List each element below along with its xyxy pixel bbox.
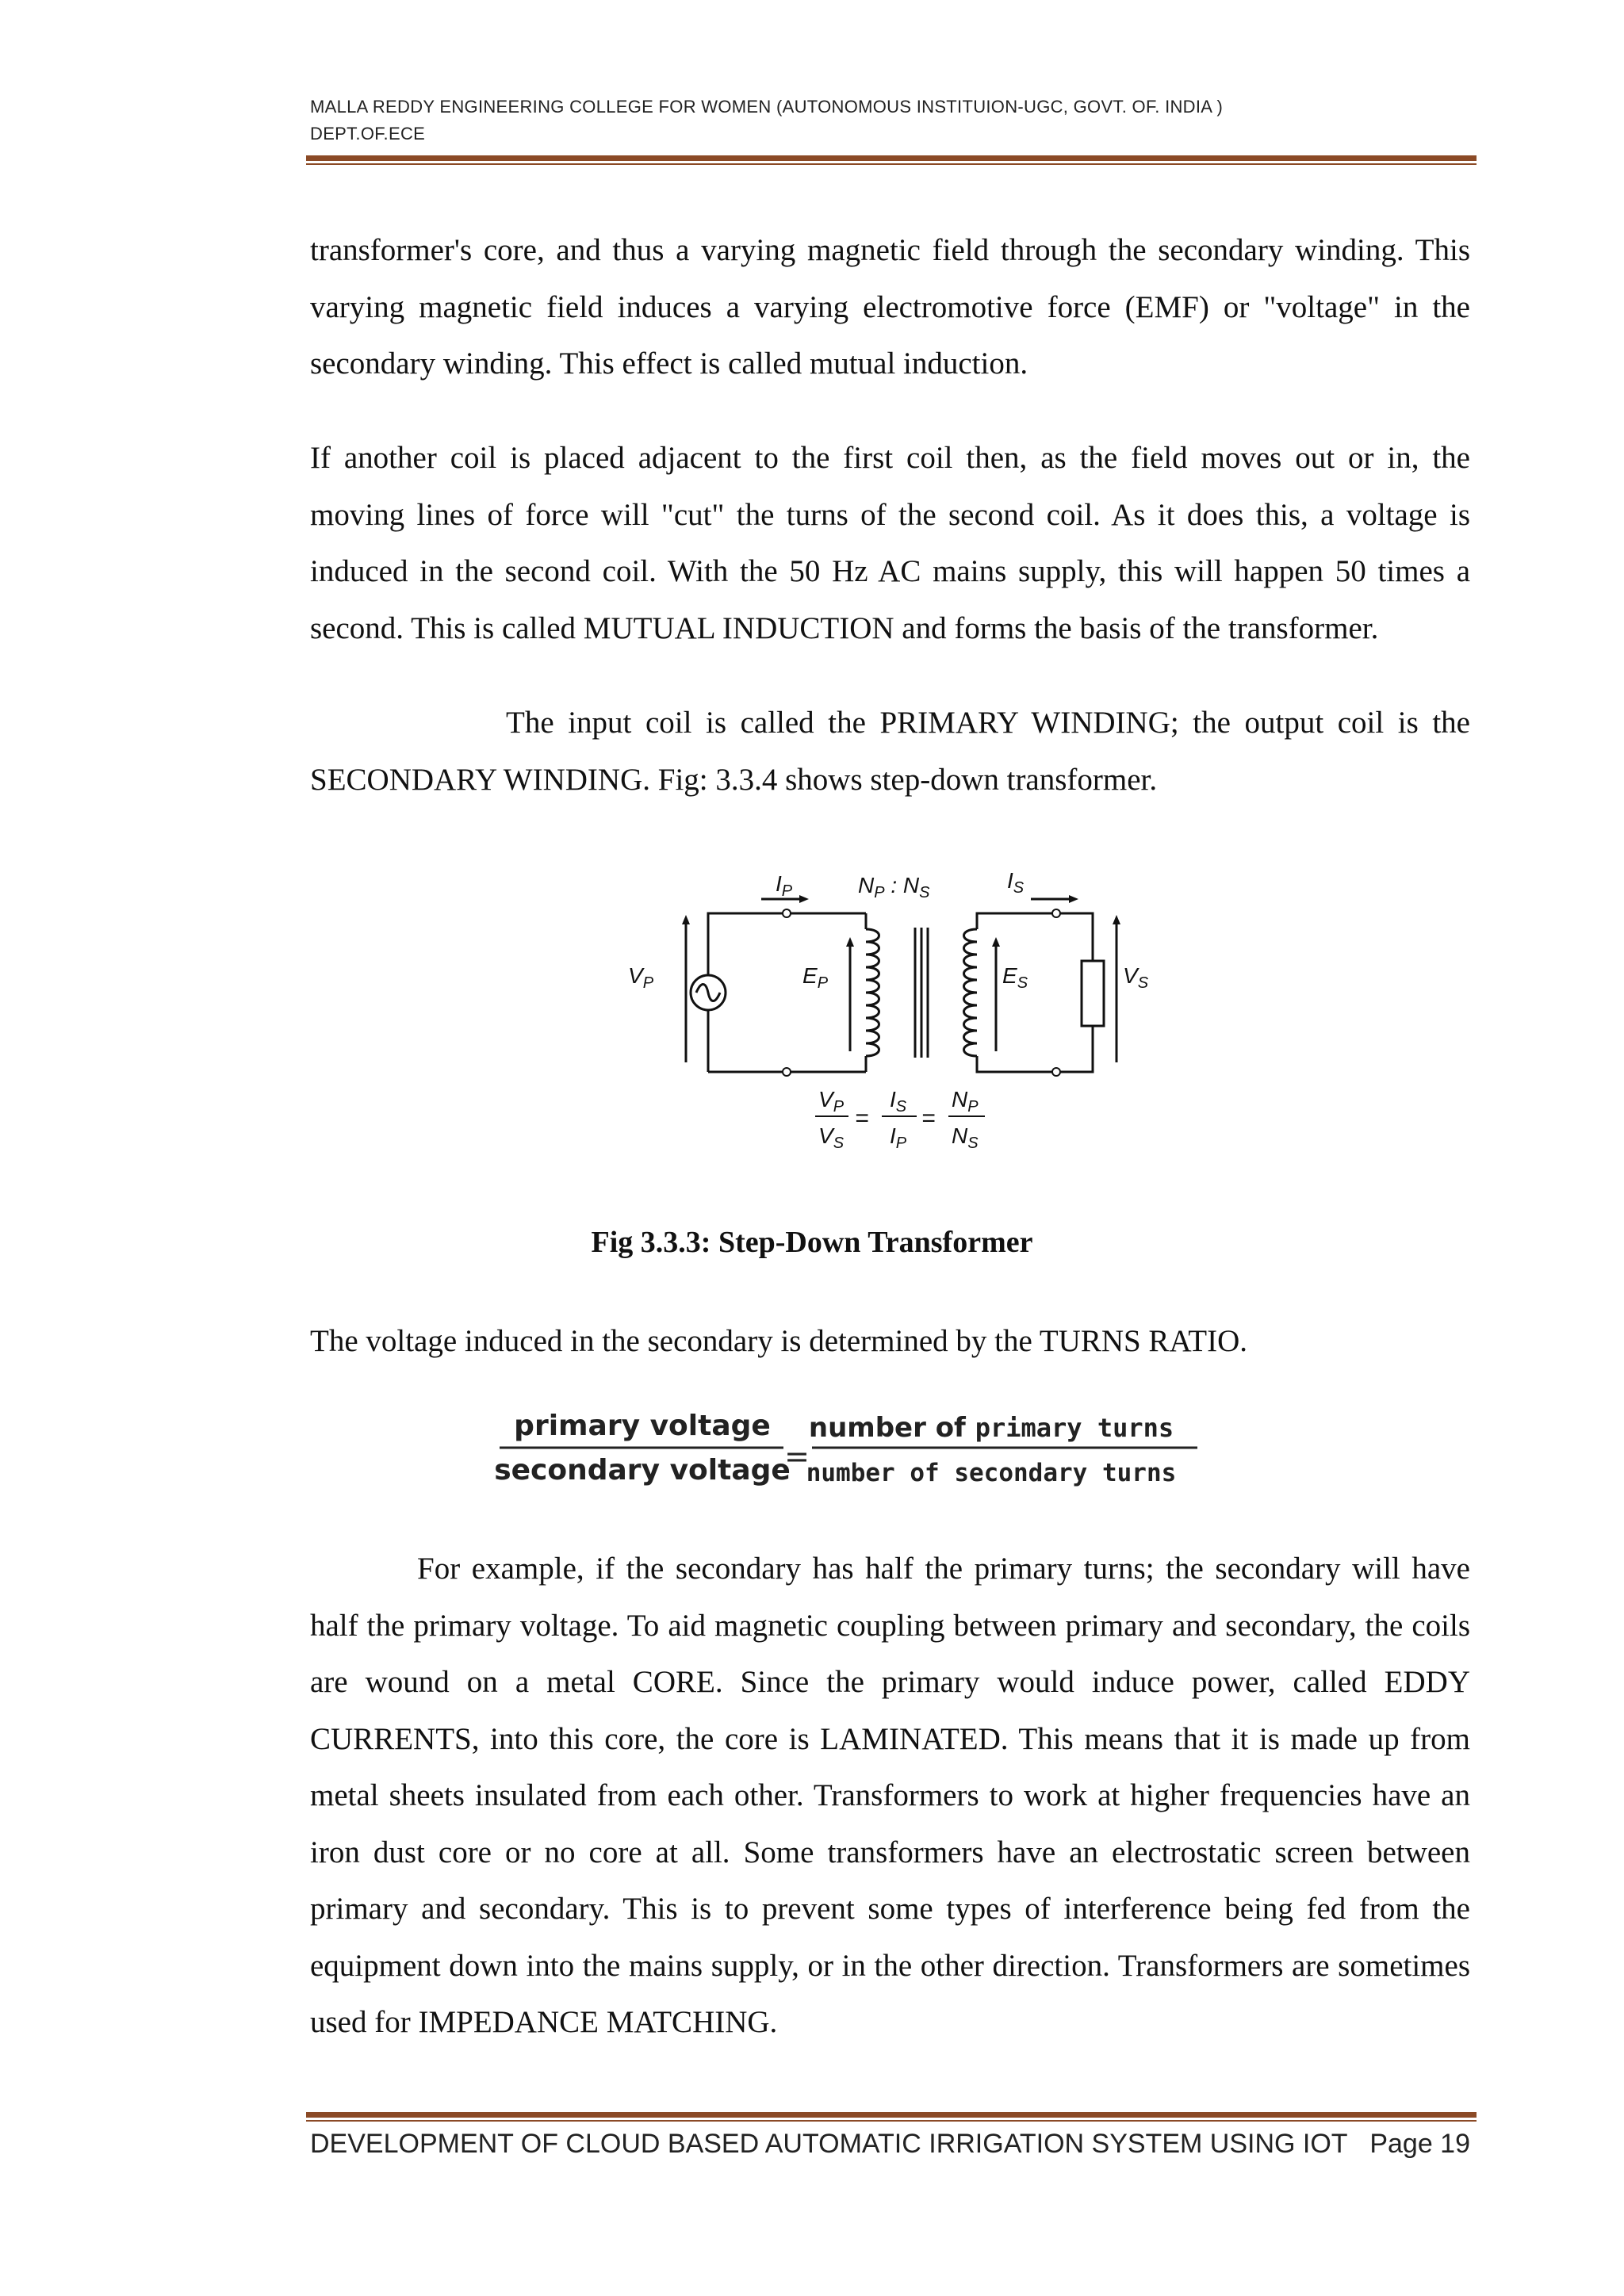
- label-is: $I_S$: [1007, 868, 1025, 897]
- paragraph-3: The input coil is called the PRIMARY WINDING; the output coil is the SECONDARY WINDING. Fig: 3.3.4 shows step-down transformer.: [310, 706, 1470, 797]
- svg-text:NP: $N_P$: [952, 1087, 979, 1115]
- label-ep: $E_P$: [802, 963, 829, 992]
- ratio-equation: [815, 1087, 985, 1152]
- page-number: Page 19: [1369, 2129, 1470, 2159]
- label-vs: $V_S$: [1123, 963, 1149, 992]
- svg-text:=: =: [921, 1105, 936, 1131]
- svg-text:primary voltage: primary voltage: [514, 1410, 771, 1442]
- svg-text:VS: $V_S$: [818, 1123, 845, 1152]
- svg-text:number of primary turns: number of primary turns: [808, 1412, 1174, 1444]
- svg-text:IP: $I_P$: [890, 1123, 907, 1152]
- turns-ratio-formula: [492, 1403, 1205, 1506]
- figure-caption: Fig 3.3.3: Step-Down Transformer: [591, 1226, 1033, 1259]
- paragraph-4: The voltage induced in the secondary is determined by the TURNS RATIO.: [310, 1324, 1248, 1358]
- paragraph-2: If another coil is placed adjacent to the first coil then, as the field moves out or in, the moving lines of force will "cut" the turns of the second coil. As it does this, a voltage is induced in the second coil. With the 50 Hz AC mains supply, this will happen 50 times a second. This is called MUTUAL INDUCTION and forms the basis of the transformer.: [310, 441, 1470, 645]
- label-es: $E_S$: [1002, 963, 1028, 992]
- page-header: [310, 94, 1476, 147]
- svg-text:=: =: [784, 1439, 810, 1474]
- paragraph-5: For example, if the secondary has half the primary turns; the secondary will have half the primary voltage. To aid magnetic coupling between primary and secondary, the coils are wound on a metal CORE. Since the primary would induce power, called EDDY CURRENTS, into this core, the core is LAMINATED. This means that it is made up from metal sheets insulated from each other. Transformers to work at higher frequencies have an iron dust core or no core at all. Some transformers have an electrostatic screen between primary and secondary. This is to prevent some types of interference being fed from the equipment down into the mains supply, or in the other direction. Transformers are sometimes used for IMPEDANCE MATCHING.: [310, 1552, 1470, 2039]
- footer-divider: [306, 2112, 1477, 2122]
- header-institution: MALLA REDDY ENGINEERING COLLEGE FOR WOMEN (AUTONOMOUS INSTITUION-UGC, GOVT. OF. INDIA ): [310, 97, 1224, 117]
- svg-text:=: =: [855, 1105, 869, 1131]
- label-ip: $I_P$: [776, 871, 793, 900]
- header-divider: [306, 155, 1477, 165]
- paragraph-1: transformer's core, and thus a varying magnetic field through the secondary winding. This varying magnetic field induces a varying electromotive force (EMF) or "voltage" in the secondary winding. This effect is called mutual induction.: [310, 233, 1470, 381]
- svg-text:secondary voltage: secondary voltage: [494, 1454, 791, 1487]
- footer-project-title: DEVELOPMENT OF CLOUD BASED AUTOMATIC IRRIGATION SYSTEM USING IOT: [310, 2129, 1348, 2159]
- label-turns-ratio: $N_P$ : $N_S$: [858, 873, 930, 901]
- svg-text:IS: $I_S$: [890, 1087, 907, 1115]
- svg-text:number of secondary turns: number of secondary turns: [806, 1459, 1177, 1487]
- transformer-diagram: [619, 864, 1158, 1165]
- svg-text:NS: $N_S$: [952, 1123, 979, 1152]
- label-vp: $V_P$: [628, 963, 654, 992]
- svg-text:VP: $V_P$: [818, 1087, 845, 1115]
- header-department: DEPT.OF.ECE: [310, 124, 426, 144]
